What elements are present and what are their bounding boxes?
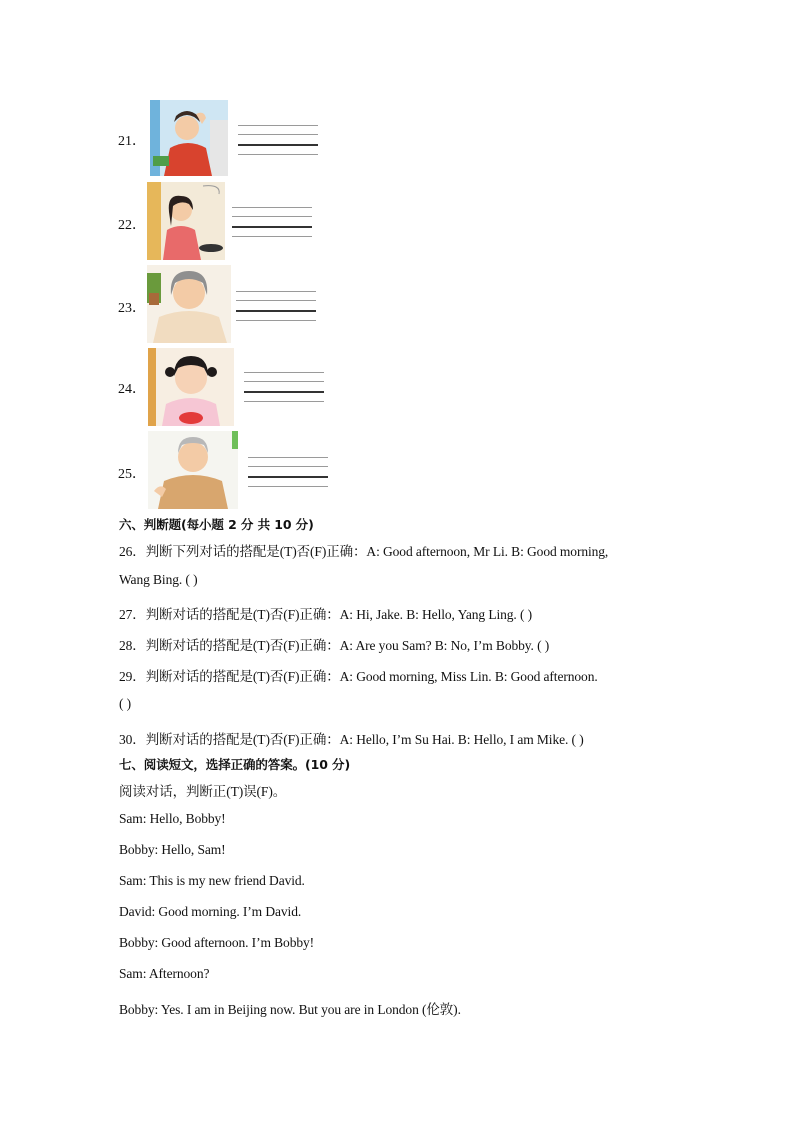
dialogue-line: Bobby: Yes. I am in Beijing now. But you are in London (伦敦). (119, 1002, 461, 1017)
question-29-line1: 29．判断对话的搭配是(T)否(F)正确：A: Good morning, Miss Lin. B: Good afternoon. (119, 669, 598, 684)
dialogue-line: Bobby: Hello, Sam! (119, 842, 226, 857)
dialogue-line: Sam: Hello, Bobby! (119, 811, 226, 826)
question-number: 21． (118, 134, 146, 149)
question-number: 22． (118, 218, 146, 233)
man-thinking-illustration (150, 100, 228, 176)
section-7-title: 七、阅读短文，选择正确的答案。(10 分) (119, 757, 351, 772)
question-26-line2: Wang Bing. ( ) (119, 572, 198, 587)
question-29-line2: ( ) (119, 696, 132, 711)
question-30: 30．判断对话的搭配是(T)否(F)正确：A: Hello, I’m Su Hai. B: Hello, I am Mike. ( ) (119, 732, 584, 747)
section-7-instruction: 阅读对话，判断正(T)误(F)。 (119, 784, 287, 799)
question-number: 24． (118, 382, 146, 397)
grandmother-illustration (147, 265, 231, 343)
question-28: 28．判断对话的搭配是(T)否(F)正确：A: Are you Sam? B: No, I’m Bobby. ( ) (119, 638, 550, 653)
dialogue-line: Bobby: Good afternoon. I’m Bobby! (119, 935, 315, 950)
question-number: 25． (118, 467, 146, 482)
dialogue-line: David: Good morning. I’m David. (119, 904, 302, 919)
question-27: 27．判断对话的搭配是(T)否(F)正确：A: Hi, Jake. B: Hello, Yang Ling. ( ) (119, 607, 533, 622)
section-6-title: 六、判断题(每小题 2 分 共 10 分) (119, 517, 314, 532)
question-number: 23． (118, 301, 146, 316)
grandfather-illustration (148, 431, 238, 509)
dialogue-line: Sam: This is my new friend David. (119, 873, 305, 888)
girl-illustration (148, 348, 234, 426)
dialogue-line: Sam: Afternoon? (119, 966, 210, 981)
question-26-line1: 26．判断下列对话的搭配是(T)否(F)正确：A: Good afternoon, Mr Li. B: Good morning, (119, 544, 609, 559)
woman-cooking-illustration (147, 182, 225, 260)
